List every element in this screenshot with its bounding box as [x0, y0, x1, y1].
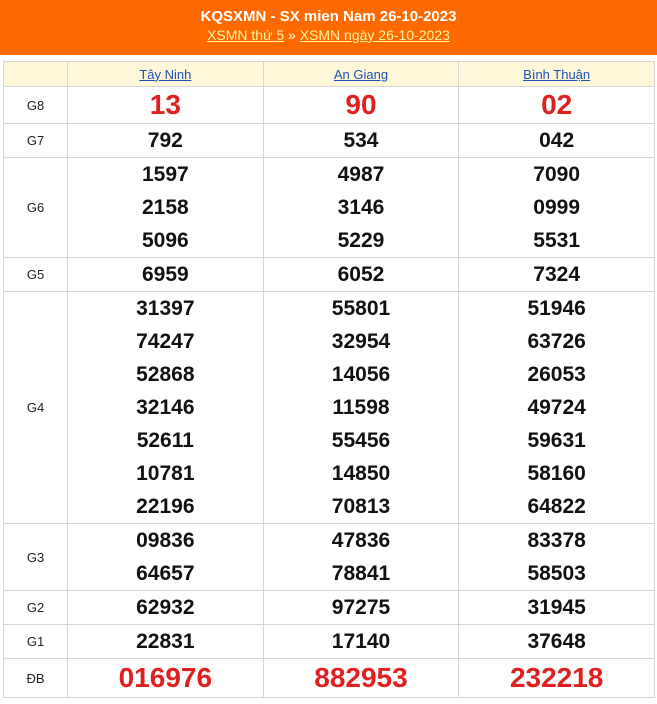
lottery-number: 97275 — [331, 596, 391, 619]
table-row — [4, 524, 655, 591]
province-link[interactable]: An Giang — [333, 66, 389, 82]
lottery-number: 6052 — [337, 263, 385, 286]
prize-cell — [459, 158, 655, 258]
lottery-number: 7324 — [533, 263, 581, 286]
lottery-number: 32146 — [136, 396, 195, 419]
prize-cell — [263, 524, 459, 591]
prize-cell — [68, 659, 264, 698]
prize-cell — [263, 87, 459, 124]
prize-cell — [68, 591, 264, 625]
breadcrumb-separator: » — [288, 27, 296, 43]
lottery-number: 5531 — [533, 229, 581, 252]
lottery-number: 37648 — [527, 630, 586, 653]
lottery-number: 5229 — [337, 229, 385, 252]
table-row — [4, 87, 655, 124]
lottery-number: 59631 — [527, 429, 586, 452]
lottery-number: 49724 — [527, 396, 586, 419]
results-table — [3, 61, 655, 698]
prize-label: G8 — [4, 87, 68, 124]
prize-cell — [68, 258, 264, 292]
province-header-binh-thuan — [459, 62, 655, 87]
lottery-number: 58503 — [527, 562, 586, 585]
table-row — [4, 292, 655, 524]
lottery-number: 5096 — [141, 229, 189, 252]
lottery-number: 64657 — [136, 562, 195, 585]
province-header-tay-ninh — [68, 62, 264, 87]
prize-cell — [263, 625, 459, 659]
lottery-number: 22196 — [136, 495, 195, 518]
prize-cell — [263, 124, 459, 158]
lottery-number: 10781 — [136, 462, 195, 485]
lottery-number: 2158 — [141, 196, 189, 219]
lottery-number: 74247 — [136, 330, 195, 353]
province-link[interactable]: Tây Ninh — [139, 66, 192, 82]
lottery-number: 52611 — [136, 429, 194, 452]
lottery-number: 26053 — [527, 363, 586, 386]
lottery-number: 09836 — [136, 529, 195, 552]
lottery-number: 016976 — [118, 662, 213, 693]
lottery-number: 6959 — [141, 263, 189, 286]
page-title: KQSXMN - SX mien Nam 26-10-2023 — [200, 8, 457, 25]
prize-cell — [263, 158, 459, 258]
lottery-number: 1597 — [141, 163, 189, 186]
lottery-number: 83378 — [527, 529, 586, 552]
lottery-number: 14056 — [331, 363, 391, 386]
lottery-number: 0999 — [533, 196, 581, 219]
lottery-number: 47836 — [331, 529, 391, 552]
table-row — [4, 591, 655, 625]
prize-cell — [68, 292, 264, 524]
table-row — [4, 625, 655, 659]
lottery-number: 13 — [149, 89, 181, 120]
prize-cell — [68, 124, 264, 158]
prize-cell — [459, 659, 655, 698]
lottery-number: 232218 — [509, 662, 604, 693]
lottery-number: 51946 — [527, 297, 586, 320]
lottery-number: 90 — [345, 89, 377, 120]
page-header — [0, 0, 657, 55]
breadcrumb-link-date[interactable]: XSMN ngày 26-10-2023 — [299, 27, 450, 43]
table-row — [4, 158, 655, 258]
prize-cell — [459, 292, 655, 524]
prize-cell — [459, 625, 655, 659]
table-row — [4, 124, 655, 158]
lottery-number: 55456 — [331, 429, 391, 452]
lottery-number: 78841 — [331, 562, 391, 585]
prize-label: G1 — [4, 625, 68, 659]
lottery-number: 7090 — [533, 163, 581, 186]
lottery-number: 32954 — [331, 330, 391, 353]
lottery-number: 4987 — [337, 163, 385, 186]
lottery-number: 3146 — [337, 196, 385, 219]
breadcrumb-link-weekday[interactable]: XSMN thứ 5 — [207, 27, 285, 43]
lottery-number: 534 — [343, 129, 379, 152]
lottery-number: 64822 — [527, 495, 586, 518]
lottery-number: 17140 — [331, 630, 391, 653]
lottery-number: 58160 — [527, 462, 586, 485]
lottery-number: 792 — [147, 129, 183, 152]
lottery-number: 02 — [541, 89, 573, 120]
prize-label: G2 — [4, 591, 68, 625]
prize-label: ĐB — [4, 659, 68, 698]
breadcrumb — [0, 26, 657, 44]
prize-label: G6 — [4, 158, 68, 258]
prize-cell — [263, 659, 459, 698]
lottery-number: 31397 — [136, 297, 195, 320]
prize-cell — [459, 524, 655, 591]
prize-label: G4 — [4, 292, 68, 524]
prize-cell — [263, 591, 459, 625]
prize-label: G5 — [4, 258, 68, 292]
prize-cell — [68, 524, 264, 591]
lottery-number: 22831 — [136, 630, 195, 653]
lottery-number: 52868 — [136, 363, 195, 386]
lottery-number: 31945 — [527, 596, 586, 619]
prize-cell — [459, 258, 655, 292]
prize-cell — [68, 625, 264, 659]
prize-cell — [459, 591, 655, 625]
lottery-number: 55801 — [331, 297, 391, 320]
prize-label: G3 — [4, 524, 68, 591]
prize-label: G7 — [4, 124, 68, 158]
prize-cell — [459, 124, 655, 158]
table-row — [4, 258, 655, 292]
prize-cell — [68, 158, 264, 258]
lottery-number: 14850 — [331, 462, 391, 485]
table-row — [4, 659, 655, 698]
lottery-number: 62932 — [136, 596, 195, 619]
lottery-number: 11598 — [332, 396, 390, 419]
lottery-number: 70813 — [331, 495, 391, 518]
province-header-an-giang — [263, 62, 459, 87]
prize-cell — [68, 87, 264, 124]
prize-column-header — [4, 62, 68, 87]
prize-cell — [263, 258, 459, 292]
lottery-number: 042 — [539, 129, 575, 152]
prize-cell — [459, 87, 655, 124]
results-body — [4, 87, 655, 698]
lottery-number: 882953 — [314, 662, 408, 693]
table-header-row — [4, 62, 655, 87]
province-link[interactable]: Bình Thuận — [523, 66, 591, 82]
prize-cell — [263, 292, 459, 524]
lottery-number: 63726 — [527, 330, 586, 353]
